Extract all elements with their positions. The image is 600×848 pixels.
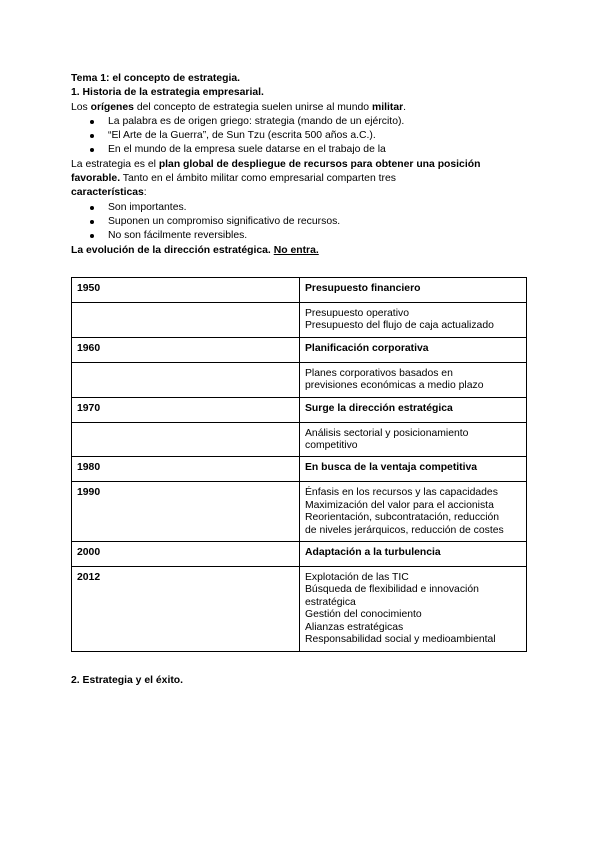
characteristics-bullet-list [71, 201, 531, 244]
list-item: No son fácilmente reversibles. [71, 229, 531, 243]
table-row [72, 362, 527, 397]
table-row [72, 422, 527, 457]
empty-cell [72, 362, 300, 397]
list-item: En el mundo de la empresa suele datarse en el trabajo de la [71, 143, 531, 157]
list-item: Suponen un compromiso significativo de recursos. [71, 215, 531, 229]
list-item: Son importantes. [71, 201, 531, 215]
empty-cell [72, 303, 300, 338]
year-cell: 1990 [72, 482, 300, 542]
year-cell: 1960 [72, 337, 300, 362]
section-heading-history: 1. Historia de la estrategia empresarial. [71, 87, 264, 99]
definition-line-3: características: [71, 187, 147, 199]
year-cell: 1970 [72, 397, 300, 422]
year-cell: 2012 [72, 567, 300, 651]
table-row [72, 303, 527, 338]
detail-cell: Explotación de las TIC Búsqueda de flexibilidad e innovación estratégica Gestión del conocimiento Alianzas estratégicas Responsabilidad social y medioambiental [300, 567, 527, 651]
stage-heading-cell: En busca de la ventaja competitiva [300, 457, 527, 482]
definition-line-2: favorable. Tanto en el ámbito militar como empresarial comparten tres [71, 173, 396, 185]
stage-heading-cell: Presupuesto financiero [300, 278, 527, 303]
detail-cell: Análisis sectorial y posicionamiento competitivo [300, 422, 527, 457]
empty-cell [72, 422, 300, 457]
definition-line-1: La estrategia es el plan global de despliegue de recursos para obtener una posición [71, 158, 481, 170]
document-body [71, 72, 531, 258]
section-heading-success: 2. Estrategia y el éxito. [71, 675, 184, 686]
detail-cell: Énfasis en los recursos y las capacidades Maximización del valor para el accionista Reorientación, subcontratación, reducción de niveles jerárquicos, reducción de costes [300, 482, 527, 542]
table-row [72, 482, 527, 542]
year-cell: 1950 [72, 278, 300, 303]
table-row [72, 542, 527, 567]
stage-heading-cell: Planificación corporativa [300, 337, 527, 362]
list-item: “El Arte de la Guerra”, de Sun Tzu (escrita 500 años a.C.). [71, 129, 531, 143]
table-row [72, 457, 527, 482]
list-item: La palabra es de origen griego: strategia (mando de un ejército). [71, 115, 531, 129]
table-row [72, 278, 527, 303]
table-row [72, 397, 527, 422]
table-row [72, 567, 527, 651]
stage-heading-cell: Surge la dirección estratégica [300, 397, 527, 422]
detail-cell: Presupuesto operativo Presupuesto del flujo de caja actualizado [300, 303, 527, 338]
origins-bullet-list [71, 115, 531, 158]
year-cell: 2000 [72, 542, 300, 567]
topic-title: Tema 1: el concepto de estrategia. [71, 73, 240, 84]
stage-heading-cell: Adaptación a la turbulencia [300, 542, 527, 567]
year-cell: 1980 [72, 457, 300, 482]
detail-cell: Planes corporativos basados en previsiones económicas a medio plazo [300, 362, 527, 397]
evolution-heading: La evolución de la dirección estratégica. No entra. [71, 244, 319, 256]
origins-paragraph: Los orígenes del concepto de estrategia suelen unirse al mundo militar. [71, 101, 407, 113]
table-row [72, 337, 527, 362]
strategy-evolution-table [71, 277, 527, 652]
